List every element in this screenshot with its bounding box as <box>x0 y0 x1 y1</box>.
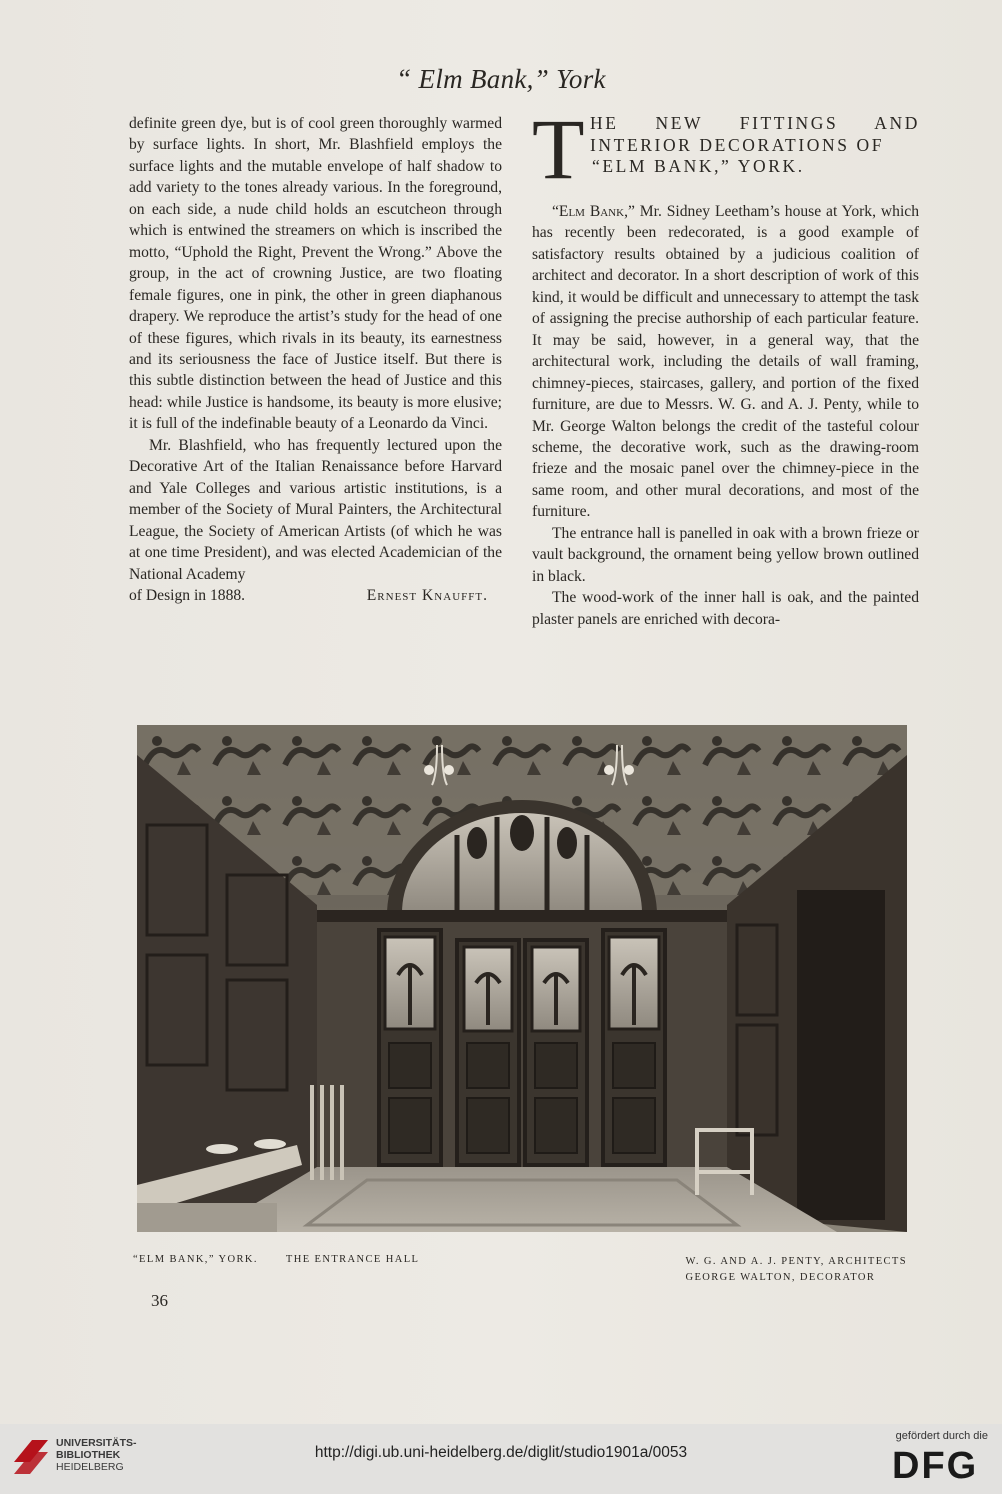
caption-decorator: GEORGE WALTON, DECORATOR <box>685 1272 876 1283</box>
right-paragraph-1 <box>532 201 919 523</box>
page-number: 36 <box>151 1291 168 1310</box>
left-paragraph-1: definite green dye, but is of cool green thoroughly warmed by surface lights. In short, Mr. Blashfield employs the surface lights and the mutable envelope of half shadow to add variety to the tones already various. In the foreground, on each side, a nude child holds an escutcheon through which is entwined the streamers on which is inscribed the motto, “Uphold the Right, Prevent the Wrong.” Above the group, in the act of crowning Justice, are two floating female figures, one in pink, the other in green diaphanous drapery. We reproduce the artist’s study for the head of one of these figures, which rivals in its beauty, its earnestness and its seriousness the face of Justice itself. But there is this subtle distinction between the head of Justice and this head: while Justice is handsome, its beauty is more elusive; it is full of the indefinable beauty of a Leonardo da Vinci. <box>129 115 502 433</box>
left-paragraph-2-end: of Design in 1888. <box>129 586 246 604</box>
left-column <box>129 113 502 606</box>
caption-subject: THE ENTRANCE HALL <box>285 1254 420 1265</box>
right-paragraph-3: The wood-work of the inner hall is oak, and the painted plaster panels are enriched with decora- <box>532 589 919 628</box>
right-paragraph-2: The entrance hall is panelled in oak with a brown frieze or vault background, the ornament being yellow brown outlined in black. <box>532 524 919 585</box>
library-name-line-1: UNIVERSITÄTS- <box>56 1437 137 1449</box>
left-paragraph-2: Mr. Blashfield, who has frequently lectured upon the Decorative Art of the Italian Renaissance before Harvard and Yale Colleges and various artistic institutions, is a member of the Society of Mural Painters, the Architectural League, the Society of American Artists (of which he was at one time President), and was elected Academician of the National Academy <box>129 436 502 583</box>
library-name-line-3: HEIDELBERG <box>56 1461 124 1473</box>
funding-note: gefördert durch die <box>895 1430 988 1442</box>
photo-caption-left <box>133 1254 419 1265</box>
entrance-hall-photograph <box>137 725 907 1232</box>
permalink-url[interactable]: http://digi.ub.uni-heidelberg.de/diglit/studio1901a/0053 <box>314 1444 688 1461</box>
heading-line-3: “ELM BANK,” YORK. <box>592 156 805 176</box>
house-name-lead: “Elm Bank,” <box>552 203 635 220</box>
dfg-logo-text: DFG <box>892 1446 979 1482</box>
article-heading <box>532 101 920 201</box>
caption-location: “ELM BANK,” YORK. <box>133 1254 258 1265</box>
right-column <box>532 101 920 630</box>
author-signature: Ernest Knaufft. <box>366 586 488 604</box>
photo-caption-right <box>685 1254 907 1286</box>
drop-cap: T <box>532 101 585 197</box>
digitization-footer <box>0 1424 1002 1494</box>
right-paragraph-1-body: Mr. Sidney Leetham’s house at York, which has recently been redecorated, is a good example of satisfactory results obtained by a judicious coalition of architect and decorator. In a short description of work of this kind, it would be difficult and unnecessary to attempt the task of assigning the precise authorship of each particular feature. It may be said, however, in a general way, that the architectural work, including the details of wall framing, chimney-pieces, staircases, gallery, and portion of the fixed furniture, are due to Messrs. W. G. and A. J. Penty, while to Mr. George Walton belongs the credit of the tasteful colour scheme, the decorative work, such as the drawing-room frieze and the mosaic panel over the chimney-piece in the same room, and other mural decorations, and most of the furniture. <box>532 203 919 521</box>
library-name-line-2: BIBLIOTHEK <box>56 1449 121 1461</box>
dfg-logo-icon <box>892 1446 988 1482</box>
entrance-hall-illustration <box>137 725 907 1232</box>
heading-line-2: INTERIOR DECORATIONS OF <box>590 134 885 155</box>
caption-architects: W. G. AND A. J. PENTY, ARCHITECTS <box>685 1256 907 1267</box>
signature-line <box>129 585 502 606</box>
heading-line-1: HE NEW FITTINGS AND <box>590 113 920 133</box>
running-title: “ Elm Bank,” York <box>396 64 606 94</box>
